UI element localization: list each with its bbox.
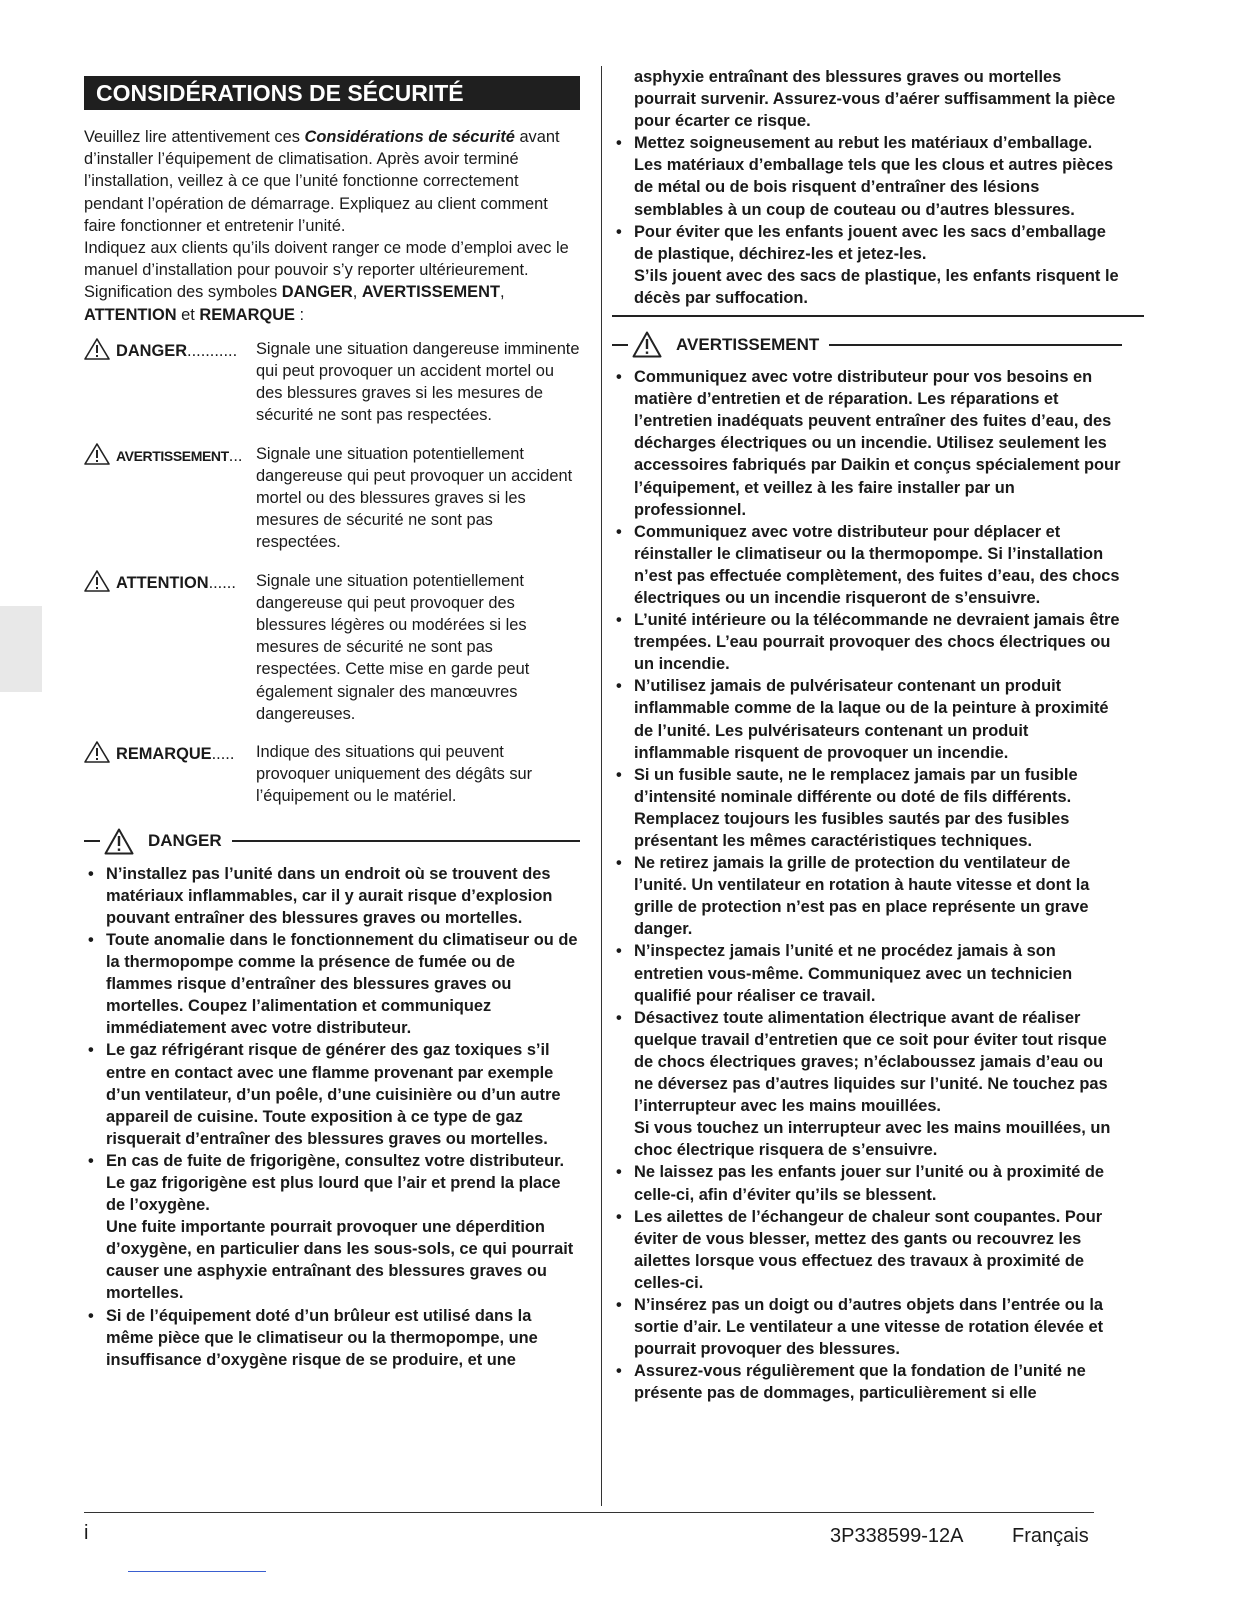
- list-item: [84, 929, 580, 1039]
- intro-avert-word: AVERTISSEMENT: [361, 283, 500, 302]
- symbol-description: Signale une situation dangereuse imminente qui peut provoquer un accident mortel ou des blessures graves si les mesures de sécurité ne sont pas respectées.: [256, 339, 580, 425]
- symbol-description: Signale une situation potentiellement dangereuse qui peut provoquer un accident mortel ou des blessures graves si les mesures de sécurité ne sont pas respectées.: [256, 444, 573, 552]
- list-item: [612, 132, 1122, 220]
- intro-sep-1: ,: [352, 283, 362, 302]
- list-item: [612, 1007, 1122, 1162]
- danger-section-end-rule: [612, 315, 1144, 317]
- document-language: Français: [1012, 1525, 1089, 1547]
- symbol-name: REMARQUE: [116, 745, 212, 764]
- list-item: [84, 1305, 580, 1371]
- intro-emphasis: Considérations de sécurité: [304, 128, 515, 146]
- list-item: [84, 863, 580, 929]
- symbol-leader: ......: [208, 573, 236, 592]
- section-title: AVERTISSEMENT: [676, 334, 820, 354]
- intro-danger-word: DANGER: [281, 283, 353, 302]
- item-text: N’inspectez jamais l’unité et ne procédez jamais à son entretien vous-même. Communiquez avec un technicien qualifié pour réaliser ce travail.: [634, 942, 1073, 1005]
- warning-triangle-icon: [104, 828, 134, 855]
- item-extra-text: S’ils jouent avec des sacs de plastique, les enfants risquent le décès par suffocation.: [634, 266, 1119, 307]
- list-item: [612, 1161, 1122, 1205]
- item-extra-text: Le gaz frigorigène est plus lourd que l’air et prend la place de l’oxygène.: [106, 1174, 561, 1215]
- list-item: [612, 1294, 1122, 1360]
- heading-rule: [829, 344, 1122, 346]
- item-text: Désactivez toute alimentation électrique avant de réaliser quelque travail d’entretien que ce soit pour éviter tout risque de chocs électriques graves; n’éclaboussez jamais d’eau ou ne déversez pas d’autres liquides sur l’unité. Ne touchez pas l’interrupteur avec les mains mouillées.: [634, 1008, 1108, 1116]
- right-column: [634, 66, 1122, 1404]
- heading-rule: [232, 840, 580, 842]
- intro-paragraph-2: Indiquez aux clients qu’ils doivent ranger ce mode d’emploi avec le manuel d’installation pour pouvoir s’y reporter ultérieurement.: [84, 239, 569, 280]
- item-text: N’insérez pas un doigt ou d’autres objets dans l’entrée ou la sortie d’air. Le ventilateur a une vitesse de rotation élevée et pourrait provoquer des blessures.: [634, 1295, 1104, 1359]
- page-title: CONSIDÉRATIONS DE SÉCURITÉ: [84, 76, 580, 110]
- symbol-name: ATTENTION: [116, 573, 209, 592]
- symbol-leader: ...........: [187, 341, 238, 360]
- section-title: DANGER: [148, 831, 222, 851]
- item-text: Le gaz réfrigérant risque de générer des gaz toxiques s’il entre en contact avec une flamme provenant par exemple d’un ventilateur, d’un poêle, d’une cuisinière ou d’un autre appareil de cuisine. Toute exposition à ce type de gaz risquerait d’entraîner des blessures graves ou mortelles.: [106, 1041, 561, 1148]
- page-number: i: [84, 1522, 89, 1544]
- list-item: [612, 764, 1122, 852]
- warning-triangle-icon: [84, 443, 110, 465]
- intro-paragraph-1: [84, 126, 580, 237]
- footer-rule: [84, 1512, 1094, 1513]
- heading-dash: [84, 840, 100, 842]
- item-text: Mettez soigneusement au rebut les matériaux d’emballage. Les matériaux d’emballage tels que les clous et autres pièces de métal ou de bois risquent d’entraîner des lésions semblables à un coup de couteau ou d’autres blessures.: [634, 134, 1114, 219]
- symbol-name: AVERTISSEMENT: [116, 447, 229, 464]
- item-text: N’installez pas l’unité dans un endroit où se trouvent des matériaux inflammables, car il y aurait risque d’explosion pouvant entraîner des blessures graves ou mortelles.: [106, 864, 553, 927]
- avertissement-section-heading: [612, 331, 1122, 358]
- warning-triangle-icon: [84, 338, 110, 360]
- avertissement-list: [612, 366, 1122, 1404]
- symbol-description: Indique des situations qui peuvent provoquer uniquement des dégâts sur l’équipement ou le matériel.: [256, 743, 533, 806]
- list-item: [612, 521, 1122, 609]
- warning-triangle-icon: [84, 570, 110, 592]
- item-text: Communiquez avec votre distributeur pour vos besoins en matière d’entretien et de réparation. Les réparations et l’entretien inadéquats peuvent entraîner des fuites d’eau, des décharges électriques ou un incendie. Utilisez seulement les accessoires fabriqués par Daikin et conçus spécialement pour l’équipement, et veillez à les faire installer par un professionnel.: [634, 368, 1121, 519]
- intro-paragraph-3: [84, 281, 580, 325]
- symbol-label: [84, 741, 256, 808]
- list-item: [84, 1150, 580, 1305]
- intro-attention-word: ATTENTION: [84, 305, 177, 324]
- list-item: [612, 1206, 1122, 1294]
- item-text: En cas de fuite de frigorigène, consultez votre distributeur.: [106, 1151, 565, 1170]
- warning-triangle-icon: [632, 331, 662, 358]
- danger-list: [84, 863, 580, 1371]
- danger-list-continued: [612, 132, 1122, 309]
- item-text: N’utilisez jamais de pulvérisateur contenant un produit inflammable comme de la laque ou de la peinture à proximité de l’unité. Les pulvérisateurs contenant un produit inflammable risquent de provoquer un incendie.: [634, 677, 1109, 762]
- item-text: Assurez-vous régulièrement que la fondation de l’unité ne présente pas de dommages, particulièrement si elle: [634, 1362, 1086, 1403]
- warning-triangle-icon: [84, 741, 110, 763]
- intro-sep-3: et: [176, 305, 200, 324]
- symbol-label: [84, 570, 256, 725]
- symbol-row-attention: [84, 570, 580, 725]
- bottom-link-underline: [128, 1571, 266, 1572]
- symbol-label: [84, 443, 256, 554]
- symbol-name: DANGER: [116, 341, 188, 360]
- heading-dash: [612, 344, 628, 346]
- symbol-row-remarque: [84, 741, 580, 808]
- item-text: Toute anomalie dans le fonctionnement du climatiseur ou de la thermopompe comme la présence de fumée ou de flammes risque d’entraîner des blessures graves ou mortelles. Coupez l’alimentation et communiquez immédiatement avec votre distributeur.: [106, 930, 578, 1038]
- list-item: [612, 221, 1122, 309]
- intro-remarque-word: REMARQUE: [199, 305, 295, 324]
- item-text: Les ailettes de l’échangeur de chaleur sont coupantes. Pour éviter de vous blesser, mettez des gants ou recouvrez les ailettes lorsque vous effectuez des travaux à proximité de celles-ci.: [634, 1207, 1103, 1292]
- symbol-row-danger: [84, 338, 580, 427]
- symbol-legend: [84, 338, 580, 808]
- item-text: Si un fusible saute, ne le remplacez jamais par un fusible d’intensité nominale différente ou doté de fils différents. Remplacez toujours les fusibles sautés par des fusibles présentant les mêmes caractéristiques techniques.: [634, 765, 1078, 850]
- left-column: [84, 66, 580, 1371]
- list-item: [612, 1360, 1122, 1404]
- list-item: [84, 1039, 580, 1149]
- item-text: L’unité intérieure ou la télécommande ne devraient jamais être trempées. L’eau pourrait provoquer des chocs électriques ou un incendie.: [634, 611, 1120, 674]
- list-item: [612, 940, 1122, 1006]
- item-text: Si de l’équipement doté d’un brûleur est utilisé dans la même pièce que le climatiseur ou la thermopompe, une insuffisance d’oxygène risque de se produire, et une: [106, 1306, 538, 1369]
- intro-text-3a: Signification des symboles: [84, 283, 282, 302]
- danger-section-heading: [84, 828, 580, 855]
- list-item: [612, 852, 1122, 940]
- intro-sep-2: ,: [499, 283, 505, 302]
- intro-text: [84, 126, 580, 326]
- symbol-row-avertissement: [84, 443, 580, 554]
- item-text: Ne retirez jamais la grille de protection du ventilateur de l’unité. Un ventilateur en rotation à haute vitesse et dont la grille de protection n’est pas en place représente un grave danger.: [634, 854, 1090, 939]
- item-text: Ne laissez pas les enfants jouer sur l’unité ou à proximité de celle-ci, afin d’éviter qu’ils se blessent.: [634, 1163, 1105, 1204]
- danger-continuation-text: asphyxie entraînant des blessures graves ou mortelles pourrait survenir. Assurez-vous d’aérer suffisamment la pièce pour écarter ce risque.: [634, 68, 1116, 131]
- intro-text-1a: Veuillez lire attentivement ces: [84, 128, 305, 146]
- intro-sep-4: :: [294, 305, 305, 324]
- document-code: 3P338599-12A: [830, 1525, 964, 1547]
- list-item: [612, 675, 1122, 763]
- column-divider: [601, 66, 602, 1506]
- side-thumb-tab: [0, 606, 42, 692]
- item-extra-text: Si vous touchez un interrupteur avec les mains mouillées, un choc électrique risquera de s’ensuivre.: [634, 1119, 1111, 1160]
- symbol-leader: ...: [228, 446, 243, 465]
- item-text: Pour éviter que les enfants jouent avec les sacs d’emballage de plastique, déchirez-les et jetez-les.: [634, 222, 1106, 263]
- symbol-leader: .....: [211, 745, 235, 764]
- symbol-description: Signale une situation potentiellement dangereuse qui peut provoquer des blessures légères ou modérées si les mesures de sécurité ne sont pas respectées. Cette mise en garde peut également signaler des manœuvres dangereuses.: [256, 571, 530, 723]
- list-item: [612, 366, 1122, 521]
- item-extra-text: Une fuite importante pourrait provoquer une déperdition d’oxygène, en particulier dans les sous-sols, ce qui pourrait causer une asphyxie entraînant des blessures graves ou mortelles.: [106, 1218, 574, 1303]
- item-text: Communiquez avec votre distributeur pour déplacer et réinstaller le climatiseur ou la thermopompe. Si l’installation n’est pas effectuée complètement, des fuites d’eau, des chocs électriques ou un incendie risqueront de s’ensuivre.: [634, 522, 1120, 607]
- list-item: [612, 609, 1122, 675]
- symbol-label: [84, 338, 256, 427]
- intro-text-1b: avant d’installer l’équipement de climatisation. Après avoir terminé l’installation, veillez à ce que l’unité fonctionne correctement pendant l’opération de démarrage. Expliquez au client comment faire fonctionner et entretenir l’unité.: [84, 128, 560, 235]
